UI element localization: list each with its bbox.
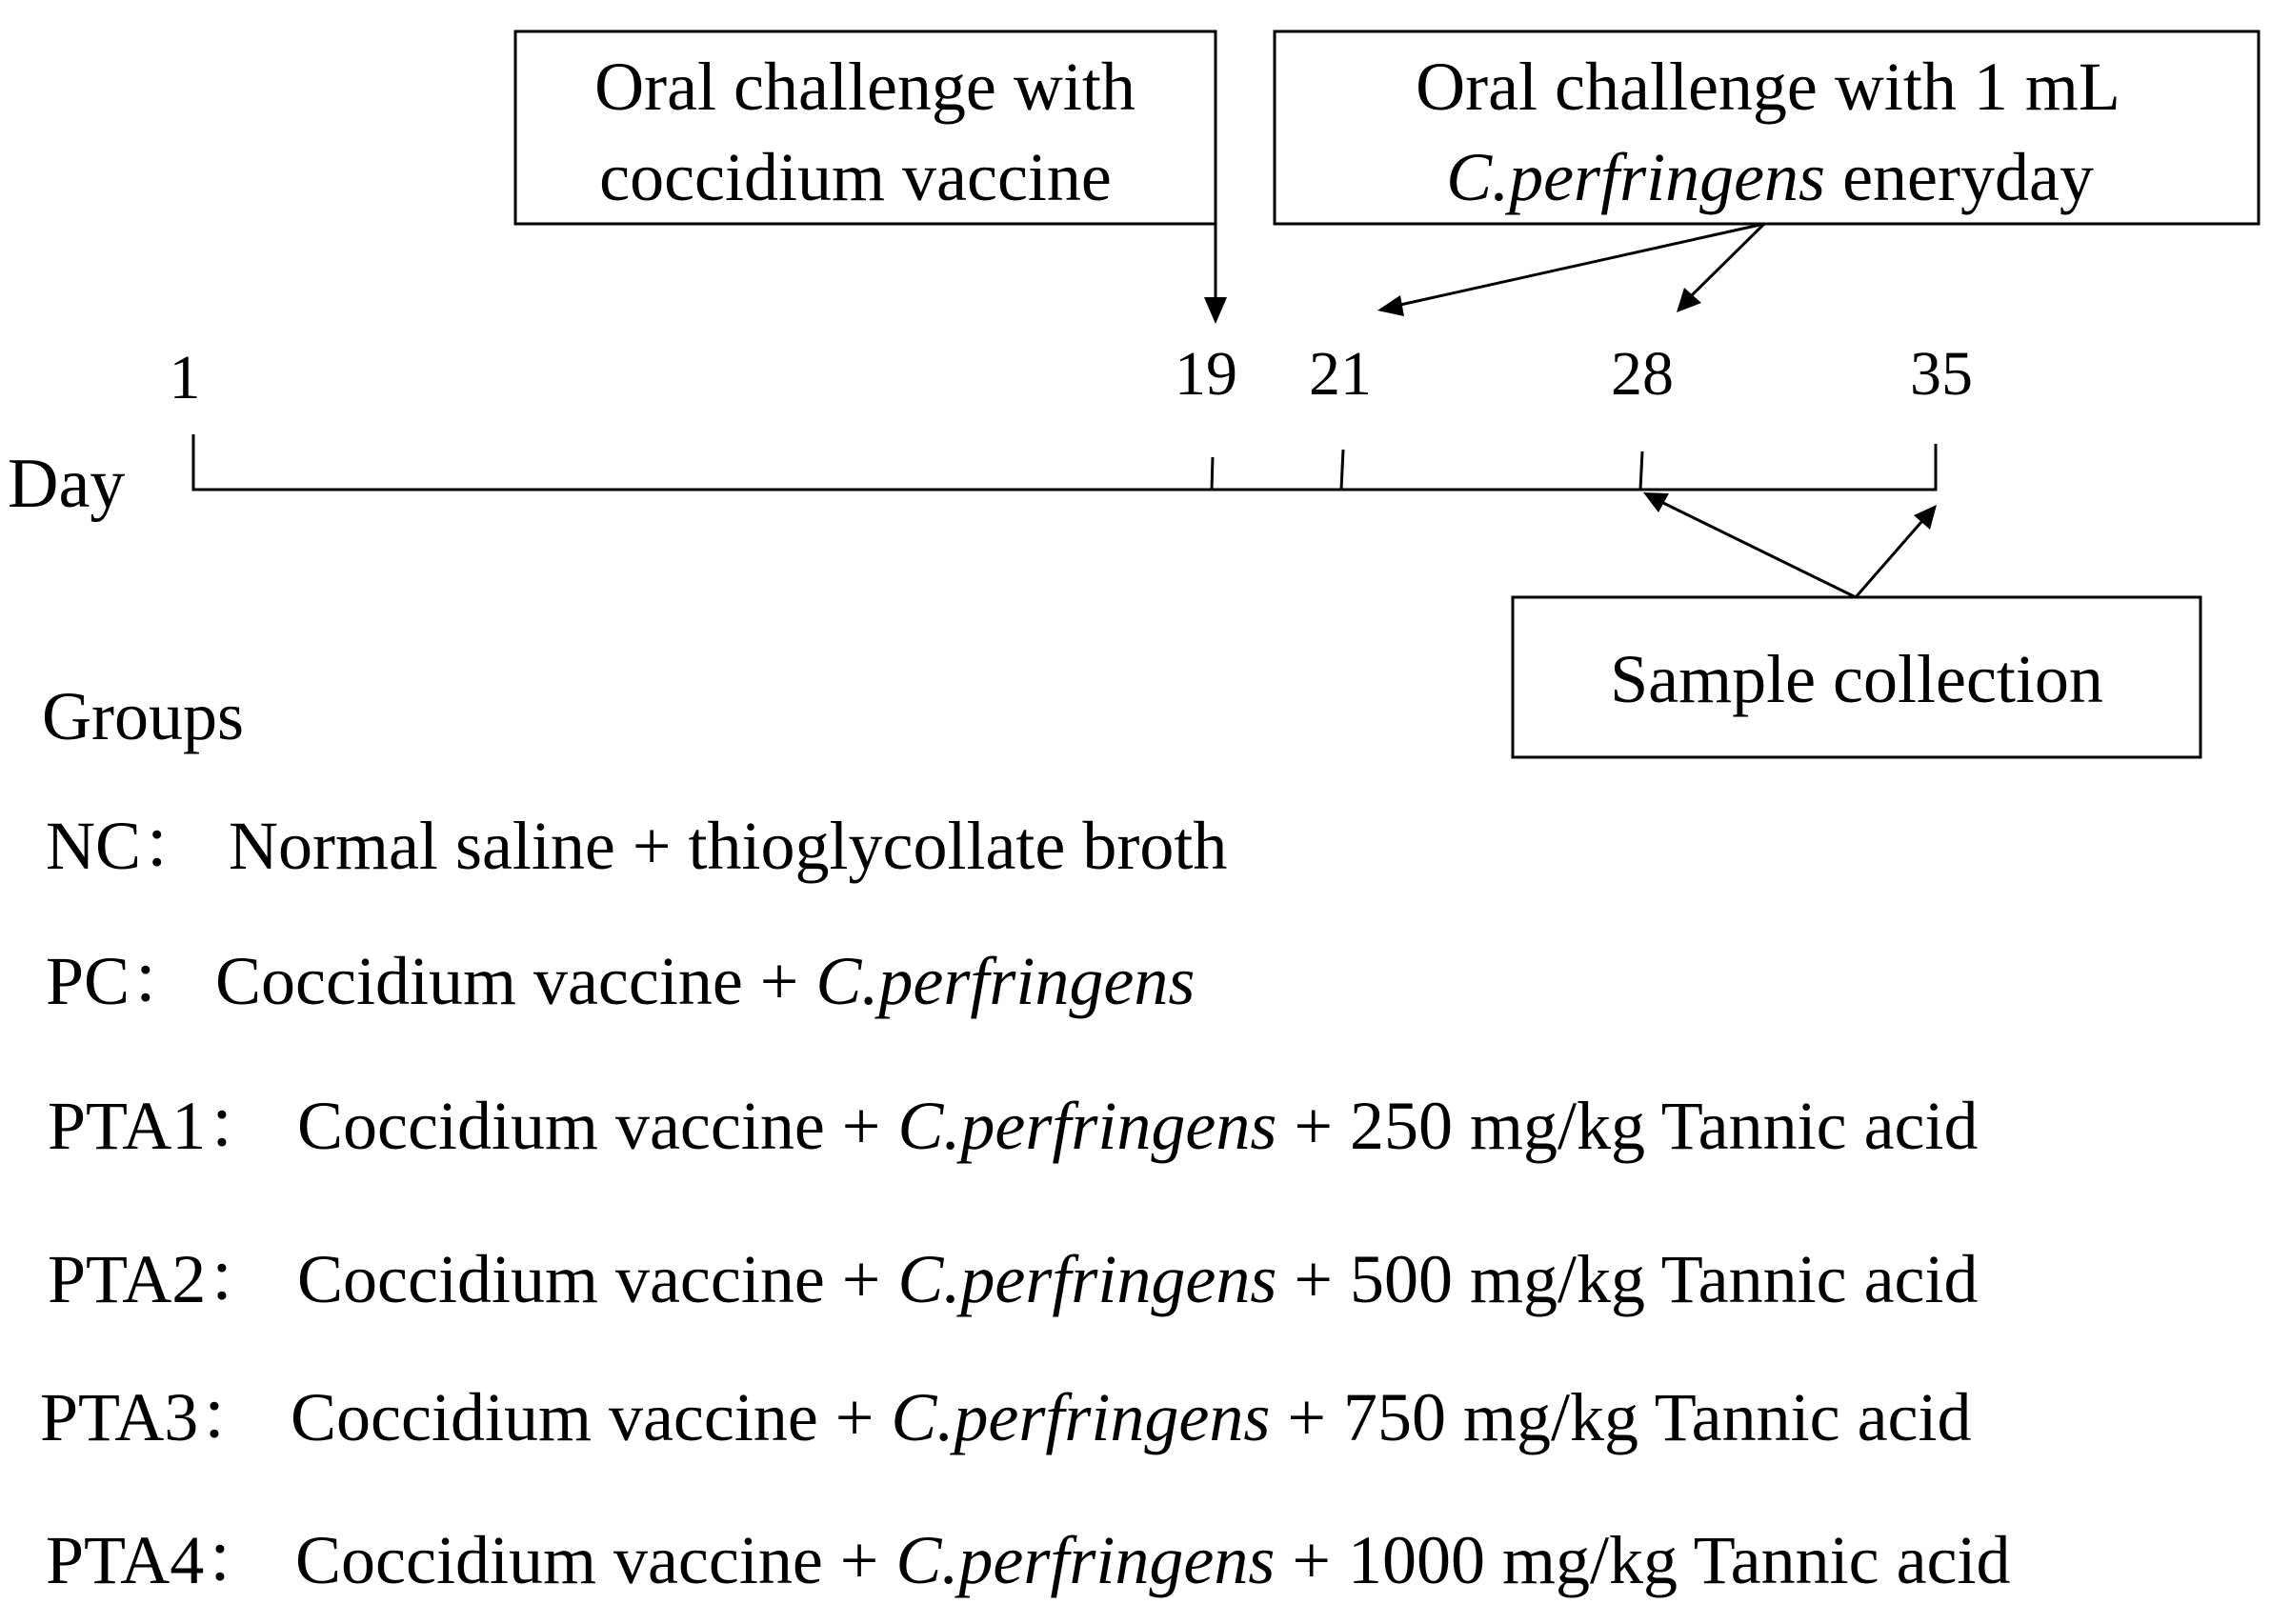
perfringens-box-line2-rest: eneryday: [1825, 139, 2094, 215]
group-pta3-text: [291, 1379, 1972, 1455]
sample-collection-box: [1513, 597, 2201, 757]
coccidium-box-line2: coccidium vaccine: [599, 139, 1112, 215]
timeline-tick-day21: [1341, 450, 1343, 490]
group-pta4-code: PTA4：: [46, 1522, 273, 1598]
sample-collection-label: Sample collection: [1610, 641, 2103, 717]
group-dose: + 750 mg/kg Tannic acid: [1270, 1379, 1972, 1455]
arrow-sample-to-day35: [1856, 522, 1921, 597]
coccidium-box-line1: Oral challenge with: [594, 49, 1136, 125]
timeline-tick-day28: [1640, 451, 1642, 490]
group-dose: + 500 mg/kg Tannic acid: [1276, 1241, 1979, 1317]
perfringens-challenge-box: [1275, 31, 2259, 224]
group-species-italic: C.perfringens: [897, 1088, 1277, 1164]
group-text: Coccidium vaccine +: [297, 1088, 898, 1164]
timeline-tick-label: 35: [1910, 339, 1973, 409]
arrow-perfringens-to-day28: [1692, 224, 1764, 295]
group-pta3-code: PTA3：: [40, 1379, 268, 1455]
timeline-tick-label: 21: [1309, 339, 1372, 409]
arrow-perfringens-to-day21: [1400, 224, 1764, 305]
timeline-axis-label: Day: [8, 445, 126, 523]
group-text: Coccidium vaccine +: [215, 943, 816, 1019]
perfringens-species-italic: C.perfringens: [1446, 139, 1826, 215]
group-pc-code: PC：: [46, 943, 199, 1019]
group-pc: [46, 943, 1195, 1019]
timeline-tick-label: 19: [1175, 339, 1237, 409]
group-species-italic: C.perfringens: [815, 943, 1196, 1019]
group-pta2: [48, 1241, 1979, 1317]
group-text: Coccidium vaccine +: [291, 1379, 892, 1455]
group-dose: + 250 mg/kg Tannic acid: [1276, 1088, 1979, 1164]
timeline-tick-day19: [1212, 457, 1213, 490]
group-pta1: [48, 1088, 1979, 1164]
arrowhead-day19: [1204, 297, 1227, 324]
group-nc-code: NC：: [46, 808, 211, 884]
group-text: Normal saline + thioglycollate broth: [229, 808, 1228, 884]
timeline: [8, 339, 1973, 523]
timeline-tick-label: 28: [1611, 339, 1674, 409]
perfringens-box-line1: Oral challenge with 1 mL: [1416, 49, 2120, 125]
group-species-italic: C.perfringens: [897, 1241, 1277, 1317]
timeline-tick-label: 1: [169, 343, 201, 412]
timeline-axis-line: [193, 434, 1936, 490]
group-nc-text: [229, 808, 1227, 884]
group-pta1-text: [297, 1088, 1979, 1164]
group-nc: [46, 808, 1227, 884]
group-species-italic: C.perfringens: [895, 1522, 1276, 1598]
group-text: Coccidium vaccine +: [295, 1522, 896, 1598]
arrowhead-day21: [1377, 295, 1404, 316]
arrow-sample-to-day28: [1663, 503, 1856, 597]
perfringens-box-line2: [1446, 139, 2094, 215]
group-pta2-text: [297, 1241, 1979, 1317]
group-text: Coccidium vaccine +: [297, 1241, 898, 1317]
coccidium-challenge-box: [515, 31, 1216, 224]
groups-heading: Groups: [42, 678, 244, 754]
group-pta2-code: PTA2：: [48, 1241, 275, 1317]
group-dose: + 1000 mg/kg Tannic acid: [1275, 1522, 2011, 1598]
group-species-italic: C.perfringens: [891, 1379, 1271, 1455]
group-pc-text: [215, 943, 1195, 1019]
group-pta4: [46, 1522, 2011, 1598]
group-pta3: [40, 1379, 1972, 1455]
group-pta4-text: [295, 1522, 2011, 1598]
group-pta1-code: PTA1：: [48, 1088, 275, 1164]
groups-section: [40, 678, 2011, 1598]
arrows: [1204, 224, 1937, 597]
